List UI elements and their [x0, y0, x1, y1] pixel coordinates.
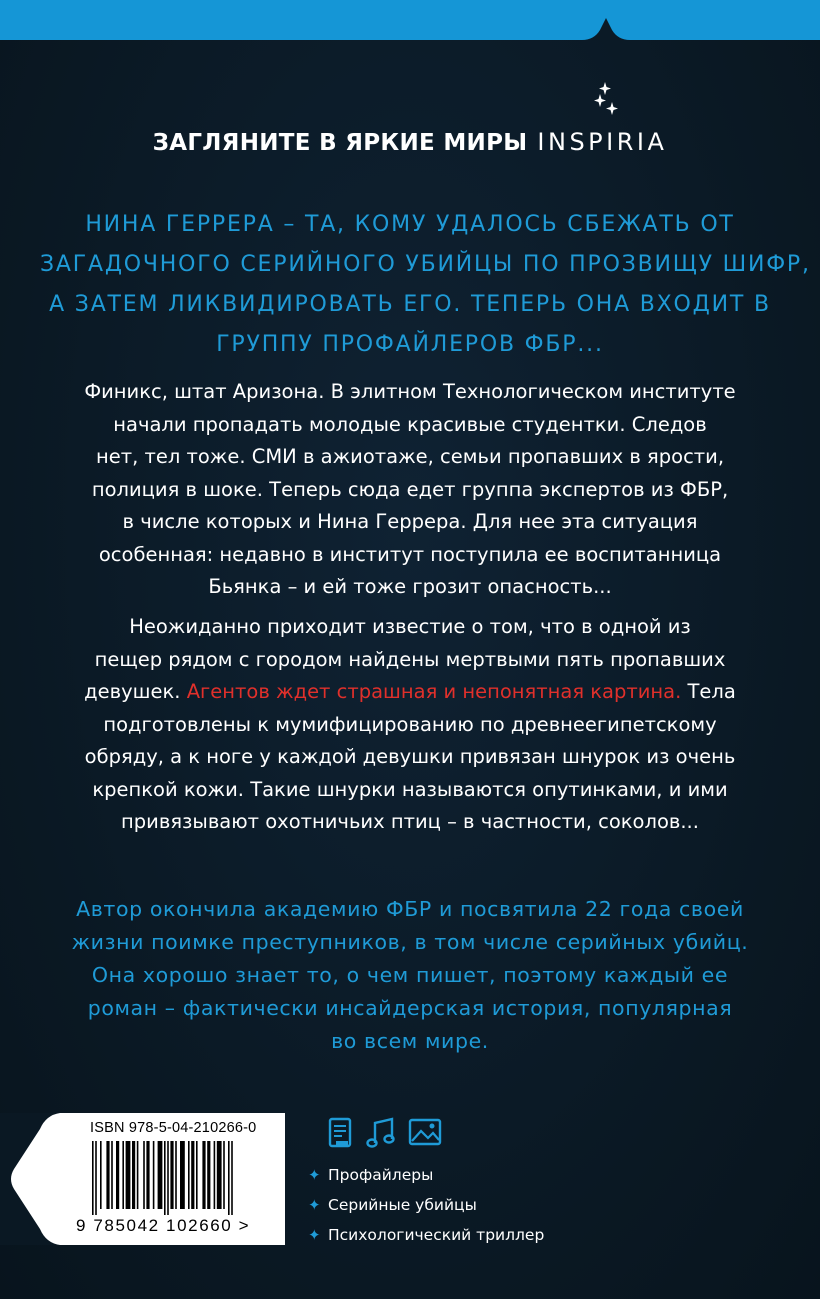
genre-label: Психологический триллер — [328, 1226, 545, 1244]
barcode-bar — [175, 1141, 177, 1209]
brand-tagline: ЗАГЛЯНИТЕ В ЯРКИЕ МИРЫ — [152, 130, 528, 156]
barcode-bar — [188, 1141, 190, 1209]
barcode-bar — [191, 1141, 194, 1209]
genre-label: Серийные убийцы — [328, 1196, 477, 1214]
paragraph-line: подготовлены к мумифицированию по древнеегипетскому — [103, 712, 717, 736]
isbn-label: ISBN 978-5-04-210266-0 — [90, 1120, 257, 1136]
paragraph-line: обряду, а к ноге у каждой девушки привязан шнурок из очень — [84, 745, 736, 768]
paragraph-line: крепкой кожи. Такие шнурки называются опутинками, и ими — [92, 777, 728, 801]
barcode-digits: 9 785042 102660 > — [76, 1216, 251, 1235]
top-band-decoration — [0, 0, 820, 40]
teaser-line: А ЗАТЕМ ЛИКВИДИРОВАТЬ ЕГО. ТЕПЕРЬ ОНА ВХОДИТ В — [49, 292, 771, 317]
paragraph-line — [40, 676, 780, 709]
barcode-bar — [164, 1141, 166, 1215]
teaser-line: ЗАГАДОЧНОГО СЕРИЙНОГО УБИЙЦЫ ПО ПРОЗВИЩУ ШИФР, — [40, 252, 811, 277]
teaser-line: НИНА ГЕРРЕРА – ТА, КОМУ УДАЛОСЬ СБЕЖАТЬ ОТ — [85, 212, 735, 237]
genre-label: Профайлеры — [328, 1166, 434, 1184]
barcode-bar — [146, 1141, 149, 1209]
sparkle-icon: ✦ — [308, 1226, 321, 1244]
barcode-bar — [202, 1141, 205, 1209]
paragraph-line: в числе которых и Нина Геррера. Для нее эта ситуация — [122, 510, 698, 533]
ebook-icon — [328, 1117, 354, 1153]
barcode-bar — [228, 1141, 230, 1215]
teaser-text — [40, 205, 811, 365]
paragraph-line: пещер рядом с городом найдены мертвыми пять пропавших — [94, 647, 726, 671]
synopsis-paragraph-2 — [40, 611, 780, 839]
isbn-barcode — [0, 1113, 285, 1245]
paragraph-fragment: девушек. — [84, 680, 187, 703]
paragraph-line: Финикс, штат Аризона. В элитном Технологическом институте — [84, 380, 736, 403]
author-line: жизни поимке преступников, в том числе серийных убийц. — [71, 930, 749, 954]
barcode-bar — [180, 1141, 185, 1209]
author-line: роман – фактически инсайдерская история, популярная — [87, 996, 733, 1020]
genre-list — [308, 1160, 544, 1250]
author-line: во всем мире. — [331, 1029, 489, 1053]
author-line: Автор окончила академию ФБР и посвятила 22 года своей — [76, 897, 744, 921]
barcode-bar — [158, 1141, 163, 1209]
audio-note-icon — [366, 1117, 396, 1153]
paragraph-fragment: Тела — [681, 680, 736, 703]
barcode-bar — [95, 1141, 97, 1215]
barcode-bar — [116, 1141, 119, 1209]
author-blurb — [40, 893, 780, 1058]
barcode-bar — [196, 1141, 198, 1209]
paragraph-line: привязывают охотничьих птиц – в частности, соколов... — [121, 810, 699, 833]
barcode-bar — [126, 1141, 131, 1209]
format-icons — [328, 1117, 448, 1151]
barcode-notch-shape — [0, 1113, 60, 1245]
paragraph-line: нет, тел тоже. СМИ в ажиотаже, семьи пропавших в ярости, — [95, 445, 725, 468]
brand-name: INSPIRIA — [537, 128, 668, 156]
barcode-bar — [153, 1141, 155, 1209]
barcode-bar — [100, 1141, 102, 1209]
paragraph-line: особенная: недавно в институт поступила ее воспитанница — [98, 542, 722, 566]
barcode-bars — [90, 1141, 280, 1215]
barcode-bar — [231, 1141, 233, 1215]
paragraph-line: полиция в шоке. Теперь сюда едет группа экспертов из ФБР, — [91, 477, 729, 501]
paragraph-line: начали пропадать молодые красивые студентки. Следов — [113, 412, 707, 436]
barcode-bar — [170, 1141, 173, 1209]
sparkle-icon: ✦ — [308, 1196, 321, 1214]
genre-item — [308, 1160, 544, 1190]
highlighted-sentence: Агентов ждет страшная и непонятная картина. — [186, 680, 682, 703]
synopsis-paragraph-1 — [40, 376, 780, 604]
sparkle-stars-icon — [592, 82, 622, 118]
author-line: Она хорошо знает то, о чем пишет, поэтому каждый ее — [91, 963, 729, 987]
barcode-bar — [111, 1141, 113, 1209]
barcode-bar — [217, 1141, 222, 1209]
genre-item — [308, 1220, 544, 1250]
barcode-bar — [106, 1141, 109, 1209]
paragraph-line: Неожиданно приходит известие о том, что в одной из — [129, 615, 691, 638]
brand-line — [0, 128, 820, 156]
barcode-bar — [223, 1141, 225, 1209]
barcode-bar — [214, 1141, 216, 1209]
barcode-bar — [92, 1141, 94, 1215]
barcode-bar — [167, 1141, 169, 1215]
barcode-bar — [137, 1141, 139, 1209]
image-icon — [408, 1117, 444, 1151]
genre-item — [308, 1190, 544, 1220]
sparkle-icon: ✦ — [308, 1166, 321, 1184]
teaser-line: ГРУППУ ПРОФАЙЛЕРОВ ФБР... — [216, 332, 604, 357]
barcode-bar — [207, 1141, 210, 1209]
barcode-bar — [122, 1141, 124, 1209]
paragraph-line: Бьянка – и ей тоже грозит опасность... — [208, 575, 612, 598]
barcode-bar — [132, 1141, 135, 1209]
barcode-bar — [143, 1141, 145, 1209]
